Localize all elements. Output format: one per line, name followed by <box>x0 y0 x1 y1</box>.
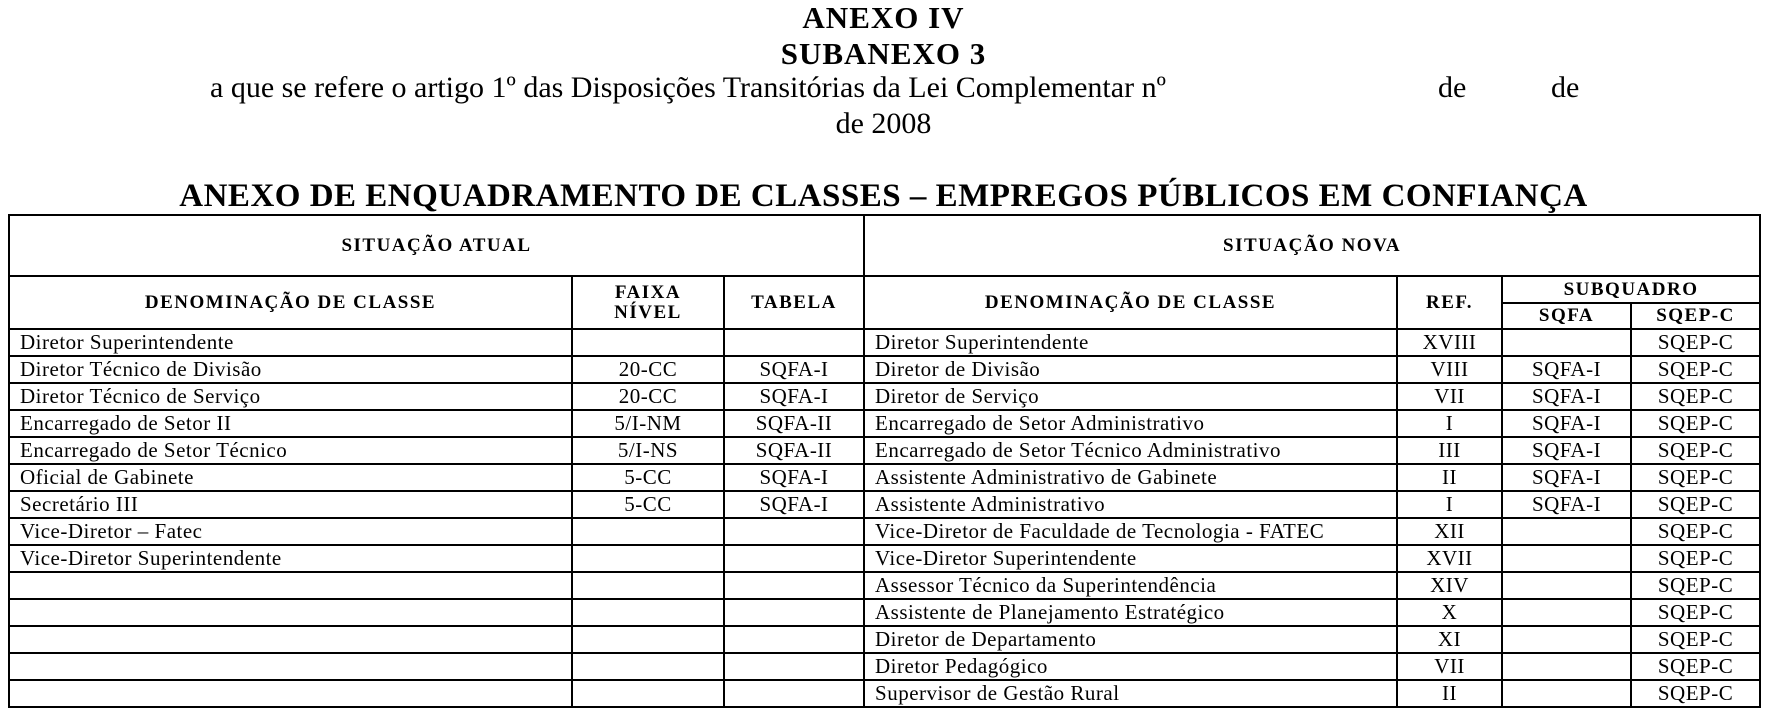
cell-sqep: SQEP-C <box>1631 680 1760 707</box>
cell-sqfa <box>1502 599 1631 626</box>
cell-tabela: SQFA-I <box>724 491 864 518</box>
cell-sqfa: SQFA-I <box>1502 491 1631 518</box>
cell-denominacao-nova: Encarregado de Setor Técnico Administrativo <box>864 437 1397 464</box>
cell-sqep: SQEP-C <box>1631 599 1760 626</box>
cell-denominacao-nova: Vice-Diretor de Faculdade de Tecnologia - FATEC <box>864 518 1397 545</box>
cell-ref: XII <box>1397 518 1502 545</box>
cell-faixa-nivel: 5/I-NM <box>572 410 724 437</box>
cell-sqep: SQEP-C <box>1631 356 1760 383</box>
cell-denominacao-atual <box>9 626 572 653</box>
cell-denominacao-atual <box>9 680 572 707</box>
cell-ref: I <box>1397 491 1502 518</box>
cell-sqfa <box>1502 653 1631 680</box>
cell-sqep: SQEP-C <box>1631 464 1760 491</box>
cell-sqep: SQEP-C <box>1631 491 1760 518</box>
col-header-faixa: FAIXA <box>614 281 682 303</box>
cell-tabela: SQFA-I <box>724 356 864 383</box>
cell-ref: X <box>1397 599 1502 626</box>
cell-ref: III <box>1397 437 1502 464</box>
cell-sqfa: SQFA-I <box>1502 464 1631 491</box>
cell-denominacao-atual: Diretor Superintendente <box>9 329 572 356</box>
col-header-nivel: NÍVEL <box>614 301 682 323</box>
table-row <box>9 626 1760 653</box>
cell-sqfa: SQFA-I <box>1502 356 1631 383</box>
cell-ref: VII <box>1397 653 1502 680</box>
cell-denominacao-atual: Oficial de Gabinete <box>9 464 572 491</box>
cell-denominacao-nova: Diretor Superintendente <box>864 329 1397 356</box>
cell-faixa-nivel <box>572 599 724 626</box>
cell-sqep: SQEP-C <box>1631 653 1760 680</box>
cell-faixa-nivel <box>572 572 724 599</box>
cell-sqep: SQEP-C <box>1631 626 1760 653</box>
subannex-heading: SUBANEXO 3 <box>780 36 987 71</box>
cell-denominacao-nova: Encarregado de Setor Administrativo <box>864 410 1397 437</box>
cell-sqfa: SQFA-I <box>1502 437 1631 464</box>
cell-tabela <box>724 572 864 599</box>
table-row <box>9 653 1760 680</box>
table-row <box>9 356 1760 383</box>
cell-ref: XVII <box>1397 545 1502 572</box>
col-header-faixa-nivel <box>572 276 724 329</box>
cell-sqfa: SQFA-I <box>1502 410 1631 437</box>
col-header-tabela: TABELA <box>724 276 864 329</box>
cell-denominacao-nova: Assistente Administrativo de Gabinete <box>864 464 1397 491</box>
cell-denominacao-atual: Diretor Técnico de Divisão <box>9 356 572 383</box>
col-header-ref: REF. <box>1397 276 1502 329</box>
cell-ref: II <box>1397 464 1502 491</box>
cell-faixa-nivel <box>572 329 724 356</box>
cell-sqfa <box>1502 680 1631 707</box>
table-row <box>9 518 1760 545</box>
reference-de-1: de <box>1438 71 1467 104</box>
cell-tabela <box>724 329 864 356</box>
cell-denominacao-atual: Encarregado de Setor II <box>9 410 572 437</box>
document-title: ANEXO DE ENQUADRAMENTO DE CLASSES – EMPREGOS PÚBLICOS EM CONFIANÇA <box>179 178 1588 214</box>
table-row <box>9 383 1760 410</box>
cell-sqep: SQEP-C <box>1631 545 1760 572</box>
cell-faixa-nivel <box>572 653 724 680</box>
cell-ref: II <box>1397 680 1502 707</box>
reference-de-2: de <box>1551 71 1580 104</box>
col-header-subquadro: SUBQUADRO <box>1502 276 1760 303</box>
cell-denominacao-nova: Supervisor de Gestão Rural <box>864 680 1397 707</box>
table-row <box>9 491 1760 518</box>
cell-sqep: SQEP-C <box>1631 410 1760 437</box>
cell-denominacao-nova: Assessor Técnico da Superintendência <box>864 572 1397 599</box>
reference-line: a que se refere o artigo 1º das Disposições Transitórias da Lei Complementar nº <box>210 71 1166 104</box>
cell-tabela <box>724 545 864 572</box>
cell-tabela <box>724 599 864 626</box>
cell-denominacao-nova: Diretor de Serviço <box>864 383 1397 410</box>
cell-faixa-nivel <box>572 680 724 707</box>
cell-ref: I <box>1397 410 1502 437</box>
table-row <box>9 545 1760 572</box>
col-header-sqfa: SQFA <box>1502 303 1631 329</box>
cell-faixa-nivel <box>572 626 724 653</box>
cell-denominacao-nova: Diretor de Departamento <box>864 626 1397 653</box>
cell-tabela: SQFA-I <box>724 383 864 410</box>
cell-faixa-nivel: 5-CC <box>572 491 724 518</box>
section-header-atual: SITUAÇÃO ATUAL <box>9 215 864 276</box>
cell-tabela: SQFA-II <box>724 437 864 464</box>
cell-denominacao-nova: Assistente de Planejamento Estratégico <box>864 599 1397 626</box>
cell-denominacao-atual: Secretário III <box>9 491 572 518</box>
cell-denominacao-nova: Vice-Diretor Superintendente <box>864 545 1397 572</box>
table-row <box>9 572 1760 599</box>
cell-sqfa <box>1502 626 1631 653</box>
table-row <box>9 437 1760 464</box>
cell-ref: XI <box>1397 626 1502 653</box>
cell-ref: VII <box>1397 383 1502 410</box>
cell-sqfa <box>1502 545 1631 572</box>
cell-denominacao-atual <box>9 599 572 626</box>
year-line: de 2008 <box>835 107 932 140</box>
cell-faixa-nivel: 20-CC <box>572 383 724 410</box>
cell-sqep: SQEP-C <box>1631 518 1760 545</box>
cell-ref: VIII <box>1397 356 1502 383</box>
table-row <box>9 599 1760 626</box>
cell-denominacao-nova: Assistente Administrativo <box>864 491 1397 518</box>
cell-denominacao-nova: Diretor Pedagógico <box>864 653 1397 680</box>
table-row <box>9 464 1760 491</box>
cell-tabela <box>724 626 864 653</box>
classification-table <box>8 214 1761 708</box>
cell-sqfa <box>1502 329 1631 356</box>
cell-tabela <box>724 680 864 707</box>
cell-denominacao-atual: Vice-Diretor Superintendente <box>9 545 572 572</box>
cell-denominacao-atual: Diretor Técnico de Serviço <box>9 383 572 410</box>
section-header-nova: SITUAÇÃO NOVA <box>864 215 1760 276</box>
cell-denominacao-nova: Diretor de Divisão <box>864 356 1397 383</box>
cell-sqfa: SQFA-I <box>1502 383 1631 410</box>
cell-tabela: SQFA-I <box>724 464 864 491</box>
cell-denominacao-atual: Encarregado de Setor Técnico <box>9 437 572 464</box>
cell-sqep: SQEP-C <box>1631 572 1760 599</box>
cell-sqep: SQEP-C <box>1631 437 1760 464</box>
annex-heading: ANEXO IV <box>802 0 965 35</box>
cell-faixa-nivel: 5/I-NS <box>572 437 724 464</box>
table-row <box>9 329 1760 356</box>
cell-sqep: SQEP-C <box>1631 329 1760 356</box>
cell-sqfa <box>1502 518 1631 545</box>
cell-tabela: SQFA-II <box>724 410 864 437</box>
cell-faixa-nivel <box>572 545 724 572</box>
col-header-sqep: SQEP-C <box>1631 303 1760 329</box>
col-header-denominacao-nova: DENOMINAÇÃO DE CLASSE <box>864 276 1397 329</box>
col-header-denominacao-atual: DENOMINAÇÃO DE CLASSE <box>9 276 572 329</box>
cell-sqep: SQEP-C <box>1631 383 1760 410</box>
cell-faixa-nivel <box>572 518 724 545</box>
table-row <box>9 410 1760 437</box>
cell-tabela <box>724 653 864 680</box>
cell-denominacao-atual <box>9 653 572 680</box>
cell-denominacao-atual: Vice-Diretor – Fatec <box>9 518 572 545</box>
cell-faixa-nivel: 5-CC <box>572 464 724 491</box>
cell-ref: XIV <box>1397 572 1502 599</box>
table-row <box>9 680 1760 707</box>
cell-sqfa <box>1502 572 1631 599</box>
cell-ref: XVIII <box>1397 329 1502 356</box>
cell-denominacao-atual <box>9 572 572 599</box>
cell-tabela <box>724 518 864 545</box>
table-body <box>9 329 1760 707</box>
cell-faixa-nivel: 20-CC <box>572 356 724 383</box>
